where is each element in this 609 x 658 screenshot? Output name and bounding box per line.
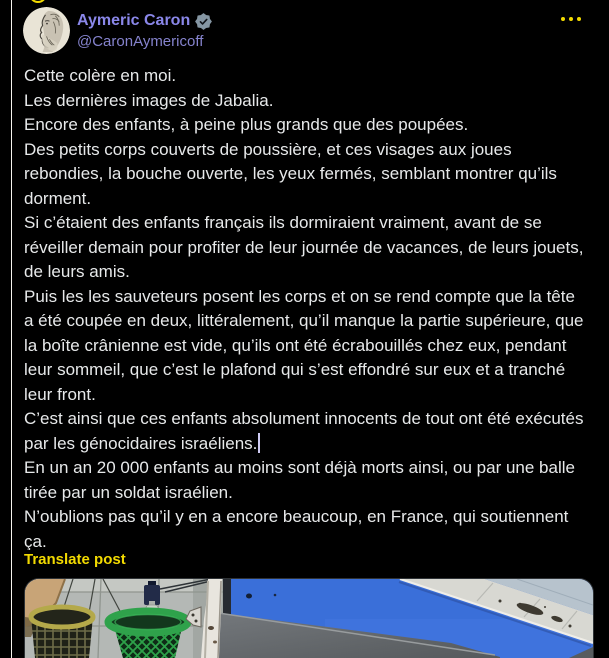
yellow-basket	[31, 607, 93, 658]
post-body	[24, 64, 588, 550]
post-body-line: En un an 20 000 enfants au moins sont déjà morts ainsi, ou par une balle tirée par un soldat israélien.	[24, 458, 575, 502]
text-caret	[258, 433, 260, 453]
translate-post-link[interactable]: Translate post	[24, 551, 126, 568]
dot-icon	[569, 17, 573, 21]
dot-icon	[577, 17, 581, 21]
post-body-line: N’oublions pas qu’il y en a encore beaucoup, en France, qui soutiennent ça.	[24, 507, 569, 550]
post-body-line: Si c’étaient des enfants français ils dormiraient vraiment, avant de se réveiller demain pour profiter de leur journée de vacances, de leurs jouets, de leurs amis.	[24, 213, 584, 281]
avatar-sketch-image	[23, 7, 70, 54]
user-handle[interactable]: @CaronAymericoff	[77, 33, 204, 50]
verified-badge-icon	[195, 13, 212, 30]
post-body-line: Cette colère en moi.	[24, 66, 177, 85]
display-name[interactable]: Aymeric Caron	[77, 12, 191, 29]
post-body-line: Encore des enfants, à peine plus grands que des poupées.	[24, 115, 469, 134]
more-button[interactable]	[557, 13, 585, 25]
post-body-line: Puis les les sauveteurs posent les corps et on se rend compte que la tête a été coupée en deux, littéralement, qu’il manque la partie supérieure, que la boîte crânienne est vide, qu’ils ont été écrabouillés chez eux, pendant leur sommeil, que c’est le plafond qui s’est effondré sur eux et a tranché leur front.	[24, 286, 584, 404]
avatar[interactable]	[23, 7, 70, 54]
post-media-photo[interactable]	[25, 579, 593, 658]
screen-edge-line	[11, 0, 12, 658]
post-body-line: Les dernières images de Jabalia.	[24, 90, 274, 110]
post-body-line: Des petits corps couverts de poussière, et ces visages aux joues rebondies, la bouche ouverte, les yeux fermés, semblant montrer qu’ils dorment.	[24, 139, 557, 208]
dot-icon	[561, 17, 565, 21]
photo-scene	[25, 579, 593, 658]
post-body-line: C’est ainsi que ces enfants absolument innocents de tout ont été exécutés par les génocidaires israéliens.	[24, 409, 584, 453]
clipped-yellow-ring-icon	[29, 0, 47, 3]
